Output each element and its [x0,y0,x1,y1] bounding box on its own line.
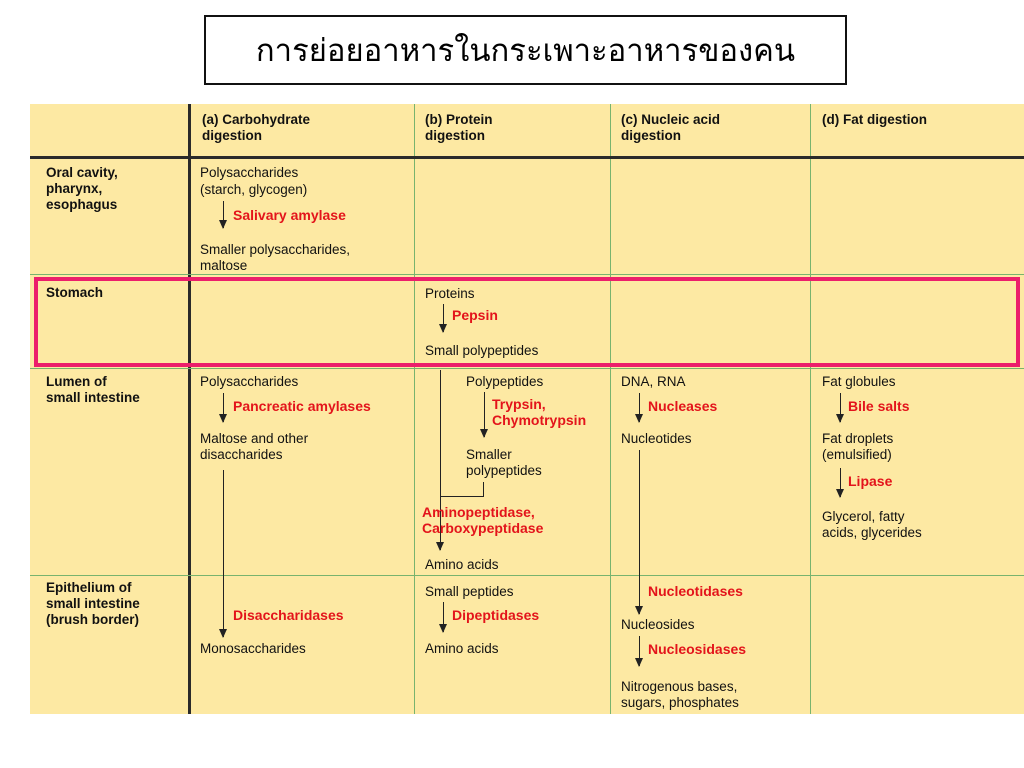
enzyme-salivary-amylase: Salivary amylase [233,207,346,223]
row-divider [30,368,1024,369]
digestion-table [30,104,1024,714]
fat-droplets: Fat droplets [822,431,894,446]
row-header-divider [188,104,191,714]
protein-proteins: Proteins [425,286,475,301]
carb-maltose-other: Maltose and other [200,431,309,446]
nucleic-nucleosides: Nucleosides [621,617,695,632]
arrow-down-icon [639,393,640,422]
column-header-nucleic-acid: (c) Nucleic acid digestion [621,112,721,143]
carb-monosaccharides: Monosaccharides [200,641,306,656]
arrow-down-icon [639,450,640,614]
arrow-down-icon [223,201,224,228]
enzyme-bile-salts: Bile salts [848,398,910,414]
column-header-carbohydrate: (a) Carbohydrate digestion [202,112,311,143]
nucleic-nucleotides: Nucleotides [621,431,692,446]
fat-emulsified: (emulsified) [822,447,892,462]
row-header-stomach: Stomach [46,285,104,300]
enzyme-trypsin: Trypsin, [492,396,546,412]
enzyme-dipeptidases: Dipeptidases [452,607,540,623]
row-divider [30,575,1024,576]
enzyme-carboxypeptidase: Carboxypeptidase [422,520,544,536]
enzyme-chymotrypsin: Chymotrypsin [492,412,587,428]
protein-small-polypeptides: Small polypeptides [425,343,539,358]
arrow-down-icon [223,393,224,422]
column-header-protein: (b) Protein digestion [425,112,493,143]
column-divider [810,104,811,714]
row-header-lumen: Lumen of small intestine [46,374,140,405]
nucleic-dna-rna: DNA, RNA [621,374,686,389]
carb-polysaccharides: Polysaccharides [200,165,299,180]
carb-maltose: maltose [200,258,248,273]
header-divider [30,156,1024,159]
fat-globules: Fat globules [822,374,896,389]
arrow-down-icon [443,602,444,632]
fat-acids-glycerides: acids, glycerides [822,525,922,540]
arrow-down-icon [223,470,224,637]
row-divider [30,274,1024,275]
protein-polypeptides: Polypeptides [466,374,544,389]
enzyme-pancreatic-amylases: Pancreatic amylases [233,398,371,414]
protein-amino-acids-2: Amino acids [425,641,499,656]
nucleic-sugars-phosphates: sugars, phosphates [621,695,739,710]
enzyme-aminopeptidase: Aminopeptidase, [422,504,535,520]
nucleic-nitrogenous-bases: Nitrogenous bases, [621,679,738,694]
connector-line [440,496,484,497]
arrow-down-icon [840,468,841,497]
column-divider [610,104,611,714]
column-header-fat: (d) Fat digestion [822,112,927,127]
enzyme-nucleosidases: Nucleosidases [648,641,747,657]
protein-amino-acids: Amino acids [425,557,499,572]
arrow-down-icon [840,393,841,422]
column-divider [414,104,415,714]
protein-smaller: Smaller [466,447,512,462]
page-title: การย่อยอาหารในกระเพาะอาหารของคน [204,15,847,85]
carb-disaccharides: disaccharides [200,447,283,462]
carb-smaller-polysaccharides: Smaller polysaccharides, [200,242,351,257]
connector-line [483,482,484,496]
enzyme-lipase: Lipase [848,473,893,489]
enzyme-pepsin: Pepsin [452,307,498,323]
row-header-oral-cavity: Oral cavity, pharynx, esophagus [46,165,118,212]
carb-lumen-polysaccharides: Polysaccharides [200,374,299,389]
enzyme-nucleases: Nucleases [648,398,718,414]
arrow-down-icon [484,392,485,437]
carb-starch-glycogen: (starch, glycogen) [200,182,308,197]
arrow-down-icon [639,636,640,666]
row-header-epithelium: Epithelium of small intestine (brush border) [46,580,140,627]
fat-glycerol: Glycerol, fatty [822,509,905,524]
protein-small-peptides: Small peptides [425,584,514,599]
enzyme-disaccharidases: Disaccharidases [233,607,344,623]
enzyme-nucleotidases: Nucleotidases [648,583,743,599]
protein-polypeptides-2: polypeptides [466,463,542,478]
stomach-highlight-box [34,277,1020,367]
